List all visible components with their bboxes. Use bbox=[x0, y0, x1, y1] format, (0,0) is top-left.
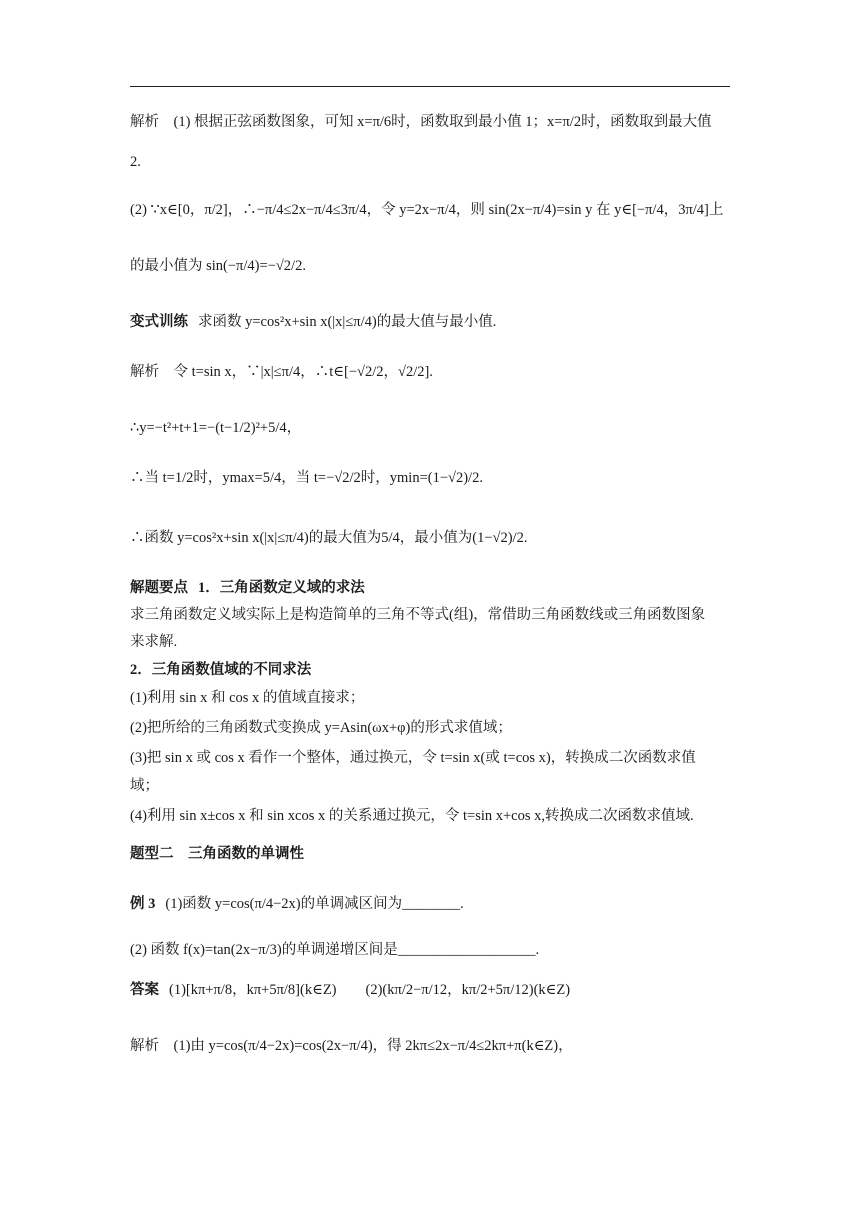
key-points-method-3-cont: 域； bbox=[130, 778, 159, 794]
analysis-line-1: 解析 (1) 根据正弦函数图象，可知 x=π/6时，函数取到最小值 1；x=π/2时，函数取到最大值 bbox=[130, 114, 712, 130]
example-3-text-1: (1)函数 y=cos(π/4−2x)的单调减区间为________. bbox=[165, 896, 464, 912]
key-points-method-2: (2)把所给的三角函数式变换成 y=Asin(ωx+φ)的形式求值域； bbox=[130, 720, 512, 736]
key-points-text-1: 求三角函数定义域实际上是构造简单的三角不等式(组)，常借助三角函数线或三角函数图象 bbox=[130, 607, 706, 623]
answer-line bbox=[130, 980, 730, 1000]
key-points-method-3: (3)把 sin x 或 cos x 看作一个整体，通过换元，令 t=sin x(或 t=cos x)，转换成二次函数求值 bbox=[130, 750, 696, 766]
example-label: 例 3 bbox=[130, 896, 156, 912]
example-analysis-line: 解析 (1)由 y=cos(π/4−2x)=cos(2x−π/4)，得 2kπ≤2x−π/4≤2kπ+π(k∈Z)， bbox=[130, 1038, 573, 1054]
key-points-item-2: 2．三角函数值域的不同求法 bbox=[130, 662, 312, 678]
variant-analysis-2: ∴y=−t²+t+1=−(t−1/2)²+5/4， bbox=[130, 420, 302, 436]
variant-analysis-3: ∴当 t=1/2时，ymax=5/4，当 t=−√2/2时，ymin=(1−√2)/2. bbox=[130, 470, 483, 486]
variant-exercise bbox=[130, 312, 730, 332]
analysis-line-3: (2) ∵x∈[0，π/2]，∴−π/4≤2x−π/4≤3π/4，令 y=2x−π/4，则 sin(2x−π/4)=sin y 在 y∈[−π/4，3π/4]上 bbox=[130, 202, 724, 218]
section-heading: 题型二 三角函数的单调性 bbox=[130, 846, 304, 862]
key-points-text-2: 来求解. bbox=[130, 634, 178, 650]
example-3-part-1 bbox=[130, 894, 730, 914]
example-3-part-2: (2) 函数 f(x)=tan(2x−π/3)的单调递增区间是___________________. bbox=[130, 942, 540, 958]
variant-analysis-1: 解析 令 t=sin x，∵|x|≤π/4，∴t∈[−√2/2，√2/2]. bbox=[130, 364, 433, 380]
analysis-line-2: 2. bbox=[130, 154, 141, 170]
header-rule bbox=[130, 86, 730, 87]
variant-label: 变式训练 bbox=[130, 314, 188, 330]
answer-text: (1)[kπ+π/8，kπ+5π/8](k∈Z) (2)(kπ/2−π/12，kπ/2+5π/12)(k∈Z) bbox=[169, 982, 571, 998]
variant-analysis-4: ∴函数 y=cos²x+sin x(|x|≤π/4)的最大值为5/4，最小值为(1−√2)/2. bbox=[130, 530, 528, 546]
key-points-label: 解题要点 bbox=[130, 580, 188, 596]
key-points-method-4: (4)利用 sin x±cos x 和 sin xcos x 的关系通过换元，令 t=sin x+cos x,转换成二次函数求值域. bbox=[130, 808, 694, 824]
key-points-item-1: 1．三角函数定义域的求法 bbox=[198, 580, 365, 596]
key-points-heading bbox=[130, 578, 730, 598]
answer-label: 答案 bbox=[130, 982, 159, 998]
analysis-line-4: 的最小值为 sin(−π/4)=−√2/2. bbox=[130, 258, 306, 274]
key-points-method-1: (1)利用 sin x 和 cos x 的值域直接求； bbox=[130, 690, 365, 706]
variant-text: 求函数 y=cos²x+sin x(|x|≤π/4)的最大值与最小值. bbox=[198, 314, 497, 330]
